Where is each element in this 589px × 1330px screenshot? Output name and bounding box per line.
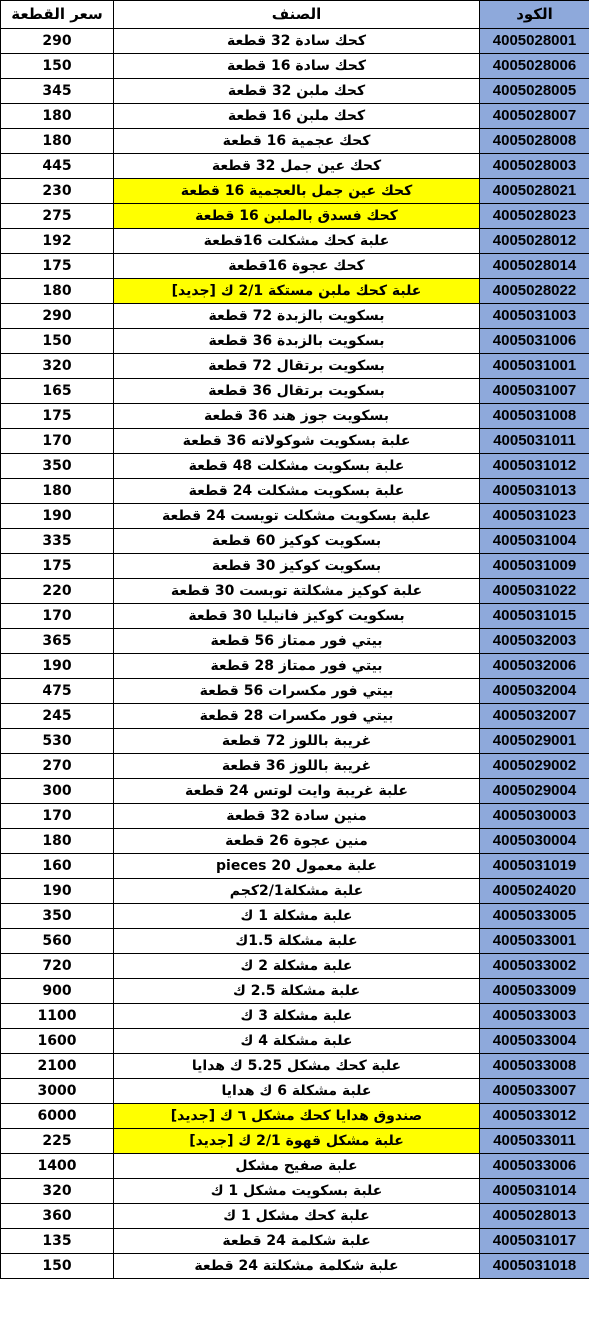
cell-item-name: كحك سادة 16 قطعة bbox=[114, 54, 480, 79]
cell-price: 560 bbox=[1, 929, 114, 954]
table-row bbox=[1, 54, 589, 79]
table-row bbox=[1, 879, 589, 904]
cell-item-name: علبة مشكلة 1 ك bbox=[114, 904, 480, 929]
cell-price: 1400 bbox=[1, 1154, 114, 1179]
cell-code: 4005031023 bbox=[480, 504, 589, 529]
cell-price: 175 bbox=[1, 254, 114, 279]
cell-item-name: كحك عين جمل بالعجمية 16 قطعة bbox=[114, 179, 480, 204]
cell-item-name: بسكويت كوكيز 30 قطعة bbox=[114, 554, 480, 579]
cell-code: 4005031006 bbox=[480, 329, 589, 354]
cell-price: 245 bbox=[1, 704, 114, 729]
cell-item-name: علبة بسكويت مشكلت 24 قطعة bbox=[114, 479, 480, 504]
cell-code: 4005031009 bbox=[480, 554, 589, 579]
cell-item-name: علبة شكلمة 24 قطعة bbox=[114, 1229, 480, 1254]
table-row bbox=[1, 779, 589, 804]
cell-item-name: منين عجوة 26 قطعة bbox=[114, 829, 480, 854]
cell-item-name: علبة كحك مشكلت 16قطعة bbox=[114, 229, 480, 254]
table-row bbox=[1, 379, 589, 404]
cell-item-name: كحك سادة 32 قطعة bbox=[114, 29, 480, 54]
cell-price: 180 bbox=[1, 829, 114, 854]
cell-item-name: بسكويت كوكيز 60 قطعة bbox=[114, 529, 480, 554]
table-row bbox=[1, 1079, 589, 1104]
cell-code: 4005031001 bbox=[480, 354, 589, 379]
table-row bbox=[1, 104, 589, 129]
cell-item-name: غريبة باللوز 72 قطعة bbox=[114, 729, 480, 754]
cell-price: 160 bbox=[1, 854, 114, 879]
cell-price: 165 bbox=[1, 379, 114, 404]
cell-item-name: علبة مشكلة 2 ك bbox=[114, 954, 480, 979]
cell-item-name: علبة معمول 20 pieces bbox=[114, 854, 480, 879]
cell-item-name: علبة مشكلة 1.5ك bbox=[114, 929, 480, 954]
table-row bbox=[1, 1129, 589, 1154]
cell-price: 175 bbox=[1, 554, 114, 579]
cell-price: 225 bbox=[1, 1129, 114, 1154]
cell-code: 4005031014 bbox=[480, 1179, 589, 1204]
cell-item-name: بسكويت كوكيز فانيليا 30 قطعة bbox=[114, 604, 480, 629]
cell-price: 345 bbox=[1, 79, 114, 104]
cell-code: 4005031013 bbox=[480, 479, 589, 504]
cell-code: 4005033012 bbox=[480, 1104, 589, 1129]
cell-item-name: صندوق هدايا كحك مشكل ٦ ك [جديد] bbox=[114, 1104, 480, 1129]
cell-price: 1100 bbox=[1, 1004, 114, 1029]
table-row bbox=[1, 304, 589, 329]
cell-code: 4005028005 bbox=[480, 79, 589, 104]
table-row bbox=[1, 904, 589, 929]
cell-item-name: علبة كوكيز مشكلتة توبست 30 قطعة bbox=[114, 579, 480, 604]
table-row bbox=[1, 1154, 589, 1179]
cell-code: 4005029004 bbox=[480, 779, 589, 804]
table-row bbox=[1, 454, 589, 479]
table-row bbox=[1, 129, 589, 154]
cell-price: 445 bbox=[1, 154, 114, 179]
cell-item-name: بسكويت برتقال 72 قطعة bbox=[114, 354, 480, 379]
cell-price: 2100 bbox=[1, 1054, 114, 1079]
cell-code: 4005032007 bbox=[480, 704, 589, 729]
table-header-row bbox=[1, 1, 589, 29]
table-row bbox=[1, 854, 589, 879]
cell-price: 1600 bbox=[1, 1029, 114, 1054]
table-row bbox=[1, 229, 589, 254]
table-row bbox=[1, 529, 589, 554]
cell-item-name: علبة مشكل قهوة 2/1 ك [جديد] bbox=[114, 1129, 480, 1154]
table-row bbox=[1, 404, 589, 429]
cell-item-name: علبة بسكويت مشكلت 48 قطعة bbox=[114, 454, 480, 479]
cell-code: 4005028012 bbox=[480, 229, 589, 254]
cell-item-name: بسكويت برتقال 36 قطعة bbox=[114, 379, 480, 404]
table-row bbox=[1, 954, 589, 979]
cell-code: 4005028022 bbox=[480, 279, 589, 304]
table-row bbox=[1, 1179, 589, 1204]
cell-item-name: علبة صفيح مشكل bbox=[114, 1154, 480, 1179]
cell-price: 290 bbox=[1, 29, 114, 54]
table-row bbox=[1, 29, 589, 54]
table-row bbox=[1, 1029, 589, 1054]
cell-item-name: علبة شكلمة مشكلتة 24 قطعة bbox=[114, 1254, 480, 1279]
table-row bbox=[1, 204, 589, 229]
cell-code: 4005028001 bbox=[480, 29, 589, 54]
cell-item-name: علبة بسكويت شوكولاته 36 قطعة bbox=[114, 429, 480, 454]
cell-item-name: علبة بسكويت مشكل 1 ك bbox=[114, 1179, 480, 1204]
cell-code: 4005033011 bbox=[480, 1129, 589, 1154]
cell-price: 720 bbox=[1, 954, 114, 979]
cell-code: 4005031011 bbox=[480, 429, 589, 454]
cell-item-name: علبة مشكلة 4 ك bbox=[114, 1029, 480, 1054]
table-row bbox=[1, 479, 589, 504]
table-row bbox=[1, 979, 589, 1004]
cell-code: 4005028007 bbox=[480, 104, 589, 129]
cell-item-name: كحك عين جمل 32 قطعة bbox=[114, 154, 480, 179]
cell-item-name: علبة غريبة وايت لوتس 24 قطعة bbox=[114, 779, 480, 804]
table-row bbox=[1, 79, 589, 104]
cell-price: 220 bbox=[1, 579, 114, 604]
cell-price: 320 bbox=[1, 1179, 114, 1204]
table-row bbox=[1, 1004, 589, 1029]
cell-code: 4005033006 bbox=[480, 1154, 589, 1179]
cell-code: 4005031018 bbox=[480, 1254, 589, 1279]
table-row bbox=[1, 604, 589, 629]
table-row bbox=[1, 429, 589, 454]
table-row bbox=[1, 1254, 589, 1279]
cell-code: 4005031022 bbox=[480, 579, 589, 604]
cell-price: 530 bbox=[1, 729, 114, 754]
cell-code: 4005032006 bbox=[480, 654, 589, 679]
table-row bbox=[1, 254, 589, 279]
cell-price: 170 bbox=[1, 604, 114, 629]
table-row bbox=[1, 1204, 589, 1229]
cell-price: 275 bbox=[1, 204, 114, 229]
cell-item-name: بسكويت بالزبدة 36 قطعة bbox=[114, 329, 480, 354]
cell-code: 4005031015 bbox=[480, 604, 589, 629]
cell-code: 4005033001 bbox=[480, 929, 589, 954]
cell-price: 300 bbox=[1, 779, 114, 804]
cell-item-name: بسكويت جوز هند 36 قطعة bbox=[114, 404, 480, 429]
cell-code: 4005031008 bbox=[480, 404, 589, 429]
cell-price: 335 bbox=[1, 529, 114, 554]
cell-price: 230 bbox=[1, 179, 114, 204]
cell-code: 4005031003 bbox=[480, 304, 589, 329]
cell-price: 170 bbox=[1, 429, 114, 454]
cell-price: 3000 bbox=[1, 1079, 114, 1104]
cell-price: 192 bbox=[1, 229, 114, 254]
table-row bbox=[1, 579, 589, 604]
cell-price: 150 bbox=[1, 1254, 114, 1279]
cell-code: 4005028023 bbox=[480, 204, 589, 229]
cell-item-name: كحك عجمية 16 قطعة bbox=[114, 129, 480, 154]
table-row bbox=[1, 154, 589, 179]
cell-code: 4005033007 bbox=[480, 1079, 589, 1104]
cell-price: 190 bbox=[1, 654, 114, 679]
cell-price: 320 bbox=[1, 354, 114, 379]
cell-code: 4005031017 bbox=[480, 1229, 589, 1254]
cell-code: 4005032004 bbox=[480, 679, 589, 704]
cell-price: 190 bbox=[1, 879, 114, 904]
table-row bbox=[1, 629, 589, 654]
cell-code: 4005028021 bbox=[480, 179, 589, 204]
cell-code: 4005028006 bbox=[480, 54, 589, 79]
table-row bbox=[1, 179, 589, 204]
cell-code: 4005031007 bbox=[480, 379, 589, 404]
table-row bbox=[1, 729, 589, 754]
header-item-name: الصنف bbox=[114, 1, 480, 29]
cell-code: 4005030004 bbox=[480, 829, 589, 854]
cell-item-name: منين سادة 32 قطعة bbox=[114, 804, 480, 829]
cell-price: 270 bbox=[1, 754, 114, 779]
cell-price: 180 bbox=[1, 104, 114, 129]
cell-item-name: علبة مشكلة 6 ك هدايا bbox=[114, 1079, 480, 1104]
cell-item-name: كحك ملبن 32 قطعة bbox=[114, 79, 480, 104]
table-row bbox=[1, 504, 589, 529]
cell-item-name: علبة كحك مشكل 5.25 ك هدايا bbox=[114, 1054, 480, 1079]
cell-price: 180 bbox=[1, 129, 114, 154]
cell-item-name: بيتي فور مكسرات 56 قطعة bbox=[114, 679, 480, 704]
cell-code: 4005032003 bbox=[480, 629, 589, 654]
cell-code: 4005029001 bbox=[480, 729, 589, 754]
cell-code: 4005033003 bbox=[480, 1004, 589, 1029]
cell-code: 4005028008 bbox=[480, 129, 589, 154]
cell-item-name: كحك عجوة 16قطعة bbox=[114, 254, 480, 279]
table-row bbox=[1, 654, 589, 679]
cell-item-name: علبة بسكويت مشكلت تويست 24 قطعة bbox=[114, 504, 480, 529]
cell-code: 4005033008 bbox=[480, 1054, 589, 1079]
cell-item-name: غريبة باللوز 36 قطعة bbox=[114, 754, 480, 779]
cell-price: 365 bbox=[1, 629, 114, 654]
cell-price: 175 bbox=[1, 404, 114, 429]
cell-item-name: بسكويت بالزبدة 72 قطعة bbox=[114, 304, 480, 329]
cell-item-name: بيتي فور ممتاز 28 قطعة bbox=[114, 654, 480, 679]
table-row bbox=[1, 829, 589, 854]
cell-price: 350 bbox=[1, 904, 114, 929]
cell-price: 6000 bbox=[1, 1104, 114, 1129]
cell-price: 180 bbox=[1, 279, 114, 304]
cell-code: 4005033004 bbox=[480, 1029, 589, 1054]
cell-price: 135 bbox=[1, 1229, 114, 1254]
table-row bbox=[1, 1104, 589, 1129]
cell-code: 4005028003 bbox=[480, 154, 589, 179]
cell-price: 170 bbox=[1, 804, 114, 829]
cell-code: 4005033009 bbox=[480, 979, 589, 1004]
cell-code: 4005033002 bbox=[480, 954, 589, 979]
cell-price: 290 bbox=[1, 304, 114, 329]
cell-code: 4005030003 bbox=[480, 804, 589, 829]
header-price: سعر القطعة bbox=[1, 1, 114, 29]
cell-item-name: بيتي فور ممتاز 56 قطعة bbox=[114, 629, 480, 654]
cell-item-name: علبة كحك مشكل 1 ك bbox=[114, 1204, 480, 1229]
header-code: الكود bbox=[480, 1, 589, 29]
cell-code: 4005031004 bbox=[480, 529, 589, 554]
cell-price: 150 bbox=[1, 329, 114, 354]
cell-price: 900 bbox=[1, 979, 114, 1004]
cell-price: 360 bbox=[1, 1204, 114, 1229]
cell-code: 4005028014 bbox=[480, 254, 589, 279]
cell-item-name: علبة مشكلة2/1كجم bbox=[114, 879, 480, 904]
cell-price: 350 bbox=[1, 454, 114, 479]
cell-code: 4005029002 bbox=[480, 754, 589, 779]
cell-price: 190 bbox=[1, 504, 114, 529]
table-row bbox=[1, 929, 589, 954]
table-row bbox=[1, 1229, 589, 1254]
table-row bbox=[1, 329, 589, 354]
cell-price: 475 bbox=[1, 679, 114, 704]
cell-item-name: علبة كحك ملبن مستكة 2/1 ك [جديد] bbox=[114, 279, 480, 304]
cell-code: 4005031012 bbox=[480, 454, 589, 479]
cell-item-name: علبة مشكلة 2.5 ك bbox=[114, 979, 480, 1004]
table-row bbox=[1, 1054, 589, 1079]
cell-item-name: علبة مشكلة 3 ك bbox=[114, 1004, 480, 1029]
table-row bbox=[1, 354, 589, 379]
cell-item-name: كحك ملبن 16 قطعة bbox=[114, 104, 480, 129]
cell-code: 4005031019 bbox=[480, 854, 589, 879]
cell-code: 4005024020 bbox=[480, 879, 589, 904]
cell-code: 4005033005 bbox=[480, 904, 589, 929]
table-row bbox=[1, 754, 589, 779]
cell-code: 4005028013 bbox=[480, 1204, 589, 1229]
cell-item-name: كحك فسدق بالملبن 16 قطعة bbox=[114, 204, 480, 229]
table-row bbox=[1, 704, 589, 729]
cell-item-name: بيتي فور مكسرات 28 قطعة bbox=[114, 704, 480, 729]
table-row bbox=[1, 804, 589, 829]
table-row bbox=[1, 554, 589, 579]
cell-price: 150 bbox=[1, 54, 114, 79]
table-row bbox=[1, 279, 589, 304]
cell-price: 180 bbox=[1, 479, 114, 504]
table-row bbox=[1, 679, 589, 704]
